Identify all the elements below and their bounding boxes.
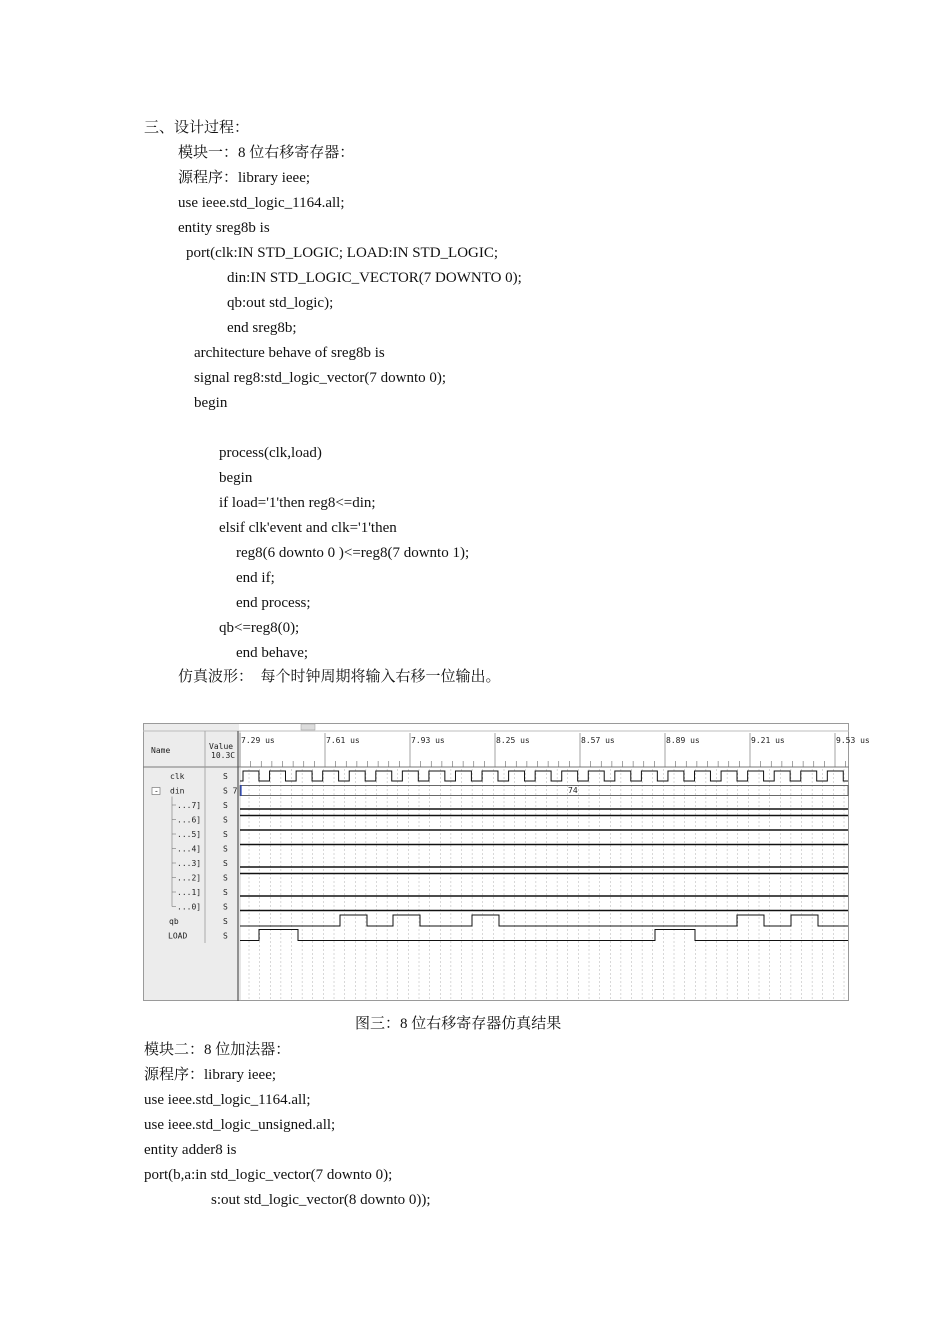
module2-title: 模块二：8 位加法器： (144, 1042, 291, 1058)
time-label: 8.57 us (581, 736, 615, 745)
signal-value: S (223, 888, 228, 897)
module1-title: 模块一：8 位右移寄存器： (178, 145, 355, 161)
signal-value: S (223, 873, 228, 883)
code-line: entity adder8 is (144, 1142, 237, 1158)
signal-value: S 7 (223, 786, 238, 796)
code-line: use ieee.std_logic_unsigned.all; (144, 1117, 336, 1133)
signal-value: S (223, 844, 228, 854)
signal-value: S (223, 931, 228, 941)
signal-value: S (223, 772, 228, 781)
code-line: 源程序：library ieee; (144, 1067, 277, 1083)
code-line: use ieee.std_logic_1164.all; (178, 195, 345, 211)
signal-value: S (223, 830, 228, 839)
signal-name[interactable]: qb (169, 917, 179, 926)
code-line: signal reg8:std_logic_vector(7 downto 0); (194, 370, 447, 386)
code-line: 源程序：library ieee; (178, 170, 311, 186)
code-line: reg8(6 downto 0 )<=reg8(7 downto 1); (236, 545, 470, 561)
signal-name[interactable]: ...0] (177, 902, 202, 912)
time-label: 7.29 us (241, 736, 275, 745)
code-line: qb<=reg8(0); (219, 620, 300, 636)
code-line: begin (194, 395, 228, 411)
signal-name[interactable]: ...4] (177, 844, 202, 854)
code-line: end sreg8b; (227, 320, 297, 336)
signal-value: S (223, 859, 228, 868)
code-line: end process; (236, 595, 311, 611)
signal-name[interactable]: LOAD (168, 931, 188, 941)
code-line: qb:out std_logic); (227, 295, 334, 311)
time-label: 8.25 us (496, 736, 530, 745)
code-line: port(b,a:in std_logic_vector(7 downto 0); (144, 1167, 393, 1183)
signal-name[interactable]: ...6] (177, 815, 202, 825)
code-line: if load='1'then reg8<=din; (219, 495, 376, 511)
collapse-icon-glyph: - (154, 786, 159, 796)
value-column-header: Value (209, 742, 234, 751)
code-line: s:out std_logic_vector(8 downto 0)); (211, 1192, 431, 1208)
value-column-subheader: 10.3C (211, 751, 236, 760)
signal-name[interactable]: ...5] (177, 830, 202, 839)
time-label: 7.93 us (411, 736, 445, 745)
code-line: elsif clk'event and clk='1'then (219, 520, 397, 536)
signal-value: S (223, 801, 228, 810)
section-heading: 三、设计过程： (144, 120, 250, 136)
waveform-description: 仿真波形： 每个时钟周期将输入右移一位输出。 (178, 669, 501, 685)
code-line: end if; (236, 570, 275, 586)
code-line: port(clk:IN STD_LOGIC; LOAD:IN STD_LOGIC; (186, 245, 499, 261)
signal-name[interactable]: clk (170, 772, 185, 781)
signal-value: S (223, 902, 228, 912)
figure-caption: 图三：8 位右移寄存器仿真结果 (355, 1016, 562, 1032)
code-line: architecture behave of sreg8b is (194, 345, 385, 361)
signal-name[interactable]: din (170, 786, 185, 796)
signal-value: S (223, 815, 228, 825)
signal-name[interactable]: ...3] (177, 859, 202, 868)
code-line: din:IN STD_LOGIC_VECTOR(7 DOWNTO 0); (227, 270, 522, 286)
code-line: entity sreg8b is (178, 220, 270, 236)
code-line: begin (219, 470, 253, 486)
signal-name[interactable]: ...2] (177, 873, 202, 883)
din-bus-value: 74 (568, 786, 578, 795)
name-column-header: Name (151, 746, 171, 755)
code-line: process(clk,load) (219, 445, 322, 461)
signal-name[interactable]: ...1] (177, 888, 202, 897)
waveform-figure (143, 723, 870, 1001)
signal-name[interactable]: ...7] (177, 801, 202, 810)
time-label: 8.89 us (666, 736, 700, 745)
time-label: 9.21 us (751, 736, 785, 745)
time-label: 7.61 us (326, 736, 360, 745)
code-line: end behave; (236, 645, 309, 661)
signal-value: S (223, 917, 228, 926)
time-label: 9.53 us (836, 736, 870, 745)
code-line: use ieee.std_logic_1164.all; (144, 1092, 311, 1108)
